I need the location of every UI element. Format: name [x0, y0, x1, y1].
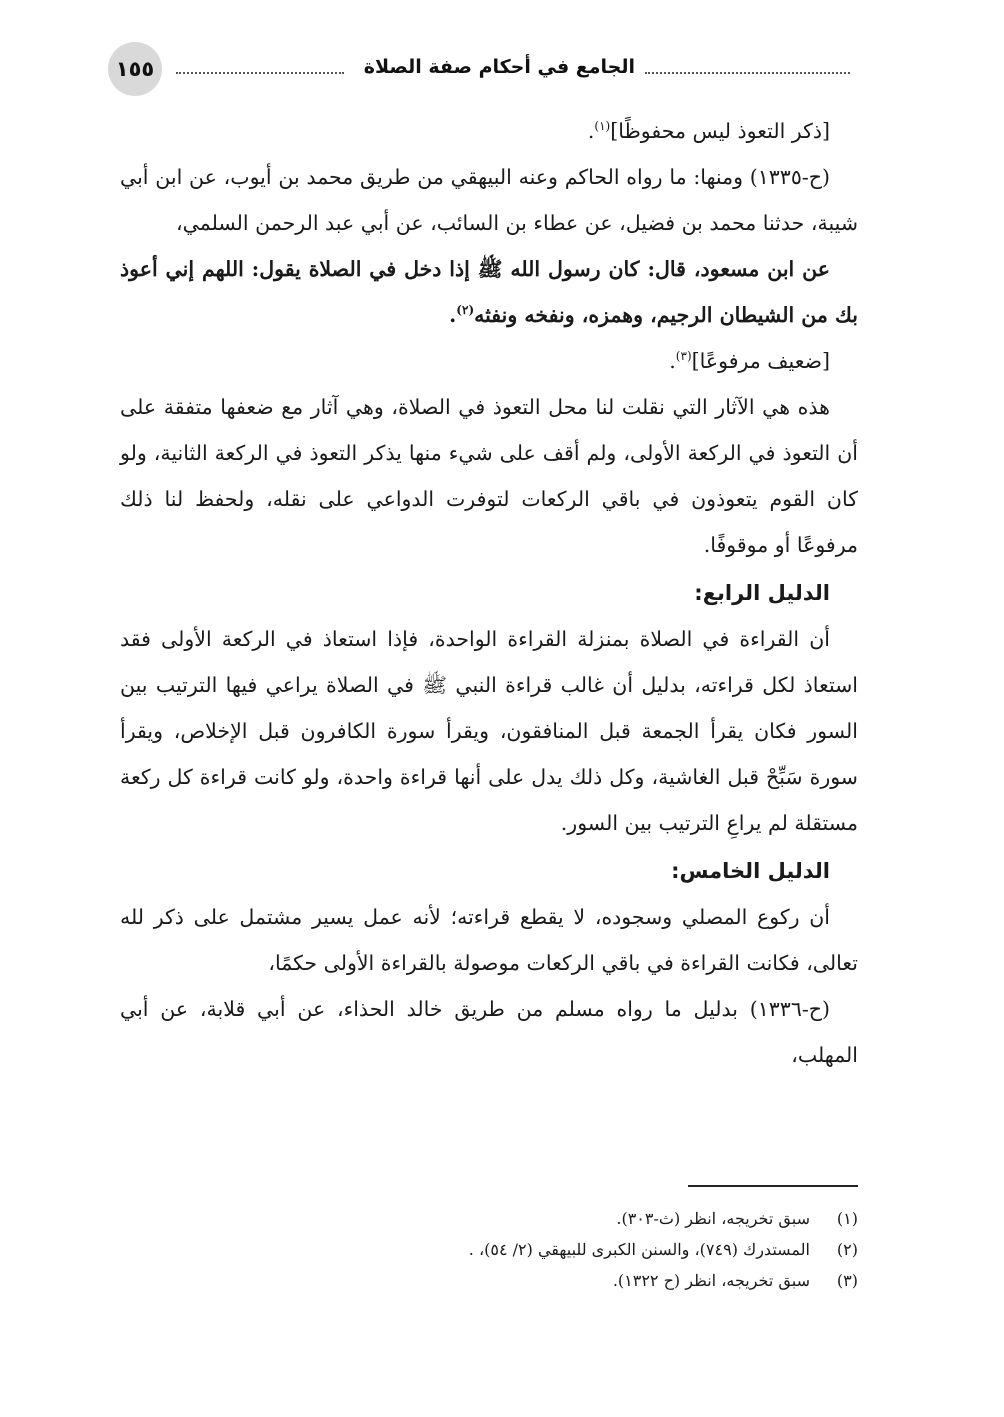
paragraph-ruling-2: [ضعيف مرفوعًا]$^{(٣)}$. — [669, 349, 830, 373]
footnote-text: سبق تخريجه، انظر (ح ١٣٢٢). — [612, 1271, 810, 1290]
footnote-item — [120, 1265, 858, 1296]
book-title: الجامع في أحكام صفة الصلاة — [363, 56, 635, 78]
footnote-divider — [688, 1185, 858, 1187]
heading-fourth-evidence: الدليل الرابع: — [694, 581, 830, 605]
footnote-number: (٣) — [836, 1271, 858, 1290]
footnote-number: (١) — [836, 1209, 858, 1228]
footnote-item — [120, 1234, 858, 1265]
header-dotted-rule-left — [176, 72, 344, 74]
footnote-number: (٢) — [836, 1240, 858, 1259]
header-dotted-rule-right — [645, 72, 850, 74]
paragraph-hadith-text: عن ابن مسعود، قال: كان رسول الله ﷺ إذا دخل في الصلاة يقول: اللهم إني أعوذ بك من الشيطان الرجيم، وهمزه، ونفخه ونفثه$^{(٢)}$. — [120, 257, 858, 327]
main-text — [120, 108, 858, 1078]
paragraph-discussion: هذه هي الآثار التي نقلت لنا محل التعوذ في الصلاة، وهي آثار مع ضعفها متفقة على أن التعوذ في الركعة الأولى، ولم أقف على شيء منها يذكر التعوذ في الركعة الثانية، ولو كان القوم يتعوذون في باقي الركعات لتوفرت الدواعي على نقله، ولحفظ لنا ذلك مرفوعًا أو موقوفًا. — [120, 395, 858, 557]
paragraph-fourth-evidence: أن القراءة في الصلاة بمنزلة القراءة الواحدة، فإذا استعاذ في الركعة الأولى فقد استعاذ لكل قراءته، بدليل أن غالب قراءة النبي ﷺ في الصلاة يراعي فيها الترتيب بين السور فكان يقرأ الجمعة قبل المنافقون، ويقرأ سورة الكافرون قبل الإخلاص، ويقرأ سورة سَبِّحْ قبل الغاشية، وكل ذلك يدل على أنها قراءة واحدة، ولو كانت قراءة كل ركعة مستقلة لم يراعِ الترتيب بين السور. — [120, 627, 858, 835]
footnote-ref: (٣) — [675, 349, 692, 364]
paragraph-fifth-evidence: أن ركوع المصلي وسجوده، لا يقطع قراءته؛ لأنه عمل يسير مشتمل على ذكر لله تعالى، فكانت القراءة في باقي الركعات موصولة بالقراءة الأولى حكمًا، — [120, 905, 858, 975]
footnote-text: سبق تخريجه، انظر (ث-٣٠٣). — [616, 1209, 810, 1228]
footnotes — [120, 1203, 858, 1296]
footnote-item — [120, 1203, 858, 1234]
page-number-badge: ١٥٥ — [108, 42, 162, 96]
paragraph-hadith-chain: (ح-١٣٣٥) ومنها: ما رواه الحاكم وعنه البيهقي من طريق محمد بن أيوب، عن ابن أبي شيبة، حدثنا محمد بن فضيل، عن عطاء بن السائب، عن أبي عبد الرحمن السلمي، — [120, 165, 858, 235]
footnote-ref: (٢) — [456, 303, 475, 318]
footnote-text: المستدرك (٧٤٩)، والسنن الكبرى للبيهقي (٢/ ٥٤)، . — [468, 1240, 810, 1259]
paragraph-ruling-1: [ذكر التعوذ ليس محفوظًا]$^{(١)}$. — [587, 119, 830, 143]
paragraph-hadith-1336: (ح-١٣٣٦) بدليل ما رواه مسلم من طريق خالد الحذاء، عن أبي قلابة، عن أبي المهلب، — [120, 997, 858, 1067]
heading-fifth-evidence: الدليل الخامس: — [671, 859, 830, 883]
footnote-ref: (١) — [594, 119, 611, 134]
page-header — [108, 42, 850, 98]
